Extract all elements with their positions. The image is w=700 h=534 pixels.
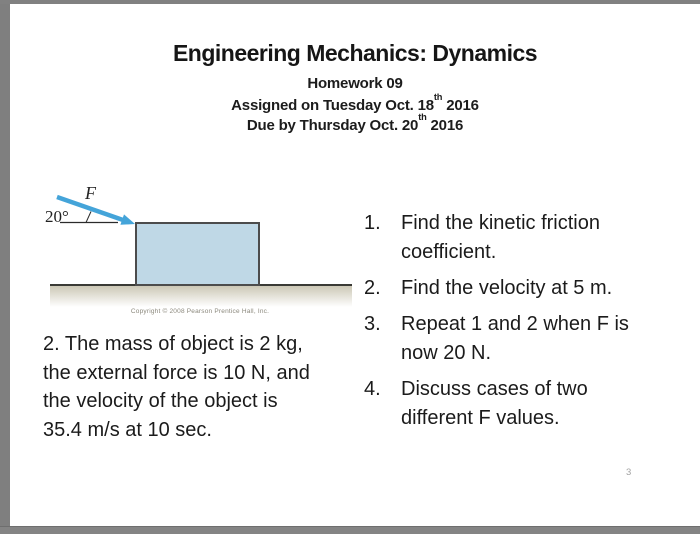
top-border — [0, 0, 700, 4]
assigned-date-year: 2016 — [442, 97, 479, 114]
due-date — [10, 111, 700, 134]
force-label: F — [85, 183, 96, 203]
due-date-year: 2016 — [426, 117, 464, 134]
task-line: Find the kinetic friction — [401, 212, 600, 234]
page-number: 3 — [626, 467, 632, 478]
task-text — [401, 310, 676, 368]
task-list — [364, 209, 676, 433]
problem-statement — [43, 330, 373, 444]
due-date-text: Due by Thursday Oct. 20 — [246, 117, 419, 134]
ground-shading — [50, 286, 352, 307]
angle-label: 20° — [45, 207, 69, 226]
task-number: 2. — [364, 277, 381, 299]
problem-line: 35.4 m/s at 10 sec. — [43, 418, 212, 441]
angle-tick — [86, 212, 91, 223]
task-line: Repeat 1 and 2 when F is — [401, 313, 629, 335]
task-number: 3. — [364, 313, 381, 335]
task-number: 1. — [364, 212, 381, 234]
task-text — [401, 375, 676, 433]
task-number: 4. — [364, 378, 381, 400]
assigned-date-text: Assigned on Tuesday Oct. 18 — [231, 97, 434, 114]
task-text — [401, 209, 676, 267]
task-item — [364, 274, 676, 303]
copyright-notice: Copyright © 2008 Pearson Prentice Hall, Inc. — [130, 308, 270, 315]
homework-number: Homework 09 — [307, 75, 403, 92]
slide-title: Engineering Mechanics: Dynamics — [172, 40, 538, 66]
problem-line: the velocity of the object is — [43, 390, 278, 412]
task-line: now 20 N. — [401, 342, 492, 364]
force-arrow-head — [120, 214, 135, 224]
problem-line: the external force is 10 N, and — [43, 361, 310, 384]
task-item — [364, 375, 676, 433]
assigned-date — [10, 91, 700, 114]
bottom-border — [0, 526, 700, 534]
force-block-diagram — [40, 175, 360, 315]
task-line: different F values. — [401, 407, 560, 429]
task-line: coefficient. — [401, 241, 497, 263]
task-line: Find the velocity at 5 m. — [401, 277, 613, 299]
left-border — [0, 0, 10, 534]
due-date-ordinal: th — [418, 111, 427, 122]
problem-line: 2. The mass of object is 2 kg, — [43, 333, 303, 355]
task-item — [364, 310, 676, 368]
assigned-date-ordinal: th — [433, 91, 443, 102]
block — [136, 223, 259, 285]
task-line: Discuss cases of two — [401, 378, 588, 400]
task-item — [364, 209, 676, 267]
task-text — [401, 274, 676, 303]
